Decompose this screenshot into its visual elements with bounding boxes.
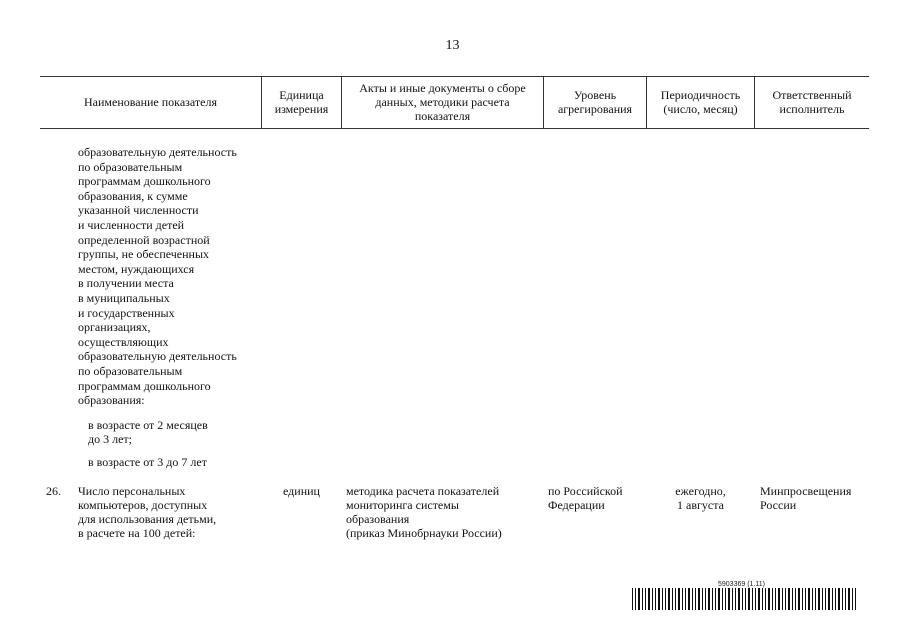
continued-indicator-text: образовательную деятельность по образовательным программам дошкольного образования, к сумме указанной численности и численности детей определенной возрастной группы, не обеспеченных местом, нуждающихся в получении места в муниципальных и государственных организациях, осуществляющих образовательную деятельность по образовательным программам дошкольного образования:: [78, 145, 237, 408]
responsible-value: Минпросвещения России: [760, 484, 852, 512]
barcode-label: 5903369 (1.11): [718, 581, 765, 588]
header-periodicity: Периодичность (число, месяц): [660, 88, 741, 116]
unit-value: единиц: [283, 484, 320, 498]
barcode-icon: [632, 588, 857, 610]
sub-item-age-2m-3y: в возрасте от 2 месяцев до 3 лет;: [88, 418, 208, 446]
aggregation-level-value: по Российской Федерации: [548, 484, 623, 512]
table-header-bottom-rule: [40, 128, 869, 129]
sub-item-age-3y-7y: в возрасте от 3 до 7 лет: [88, 455, 207, 469]
header-documents: Акты и иные документы о сборе данных, методики расчета показателя: [359, 81, 526, 123]
row-number: 26.: [46, 484, 61, 498]
header-indicator-name: Наименование показателя: [84, 95, 217, 109]
page-number: 13: [445, 38, 460, 53]
header-unit: Единица измерения: [274, 88, 329, 116]
indicator-name: Число персональных компьютеров, доступных для использования детьми, в расчете на 100 детей:: [78, 484, 217, 540]
periodicity-value: ежегодно, 1 августа: [675, 484, 726, 512]
header-aggregation-level: Уровень агрегирования: [557, 88, 633, 116]
header-responsible: Ответственный исполнитель: [772, 88, 852, 116]
documents-value: методика расчета показателей мониторинга системы образования (приказ Минобрнауки России): [346, 484, 502, 540]
